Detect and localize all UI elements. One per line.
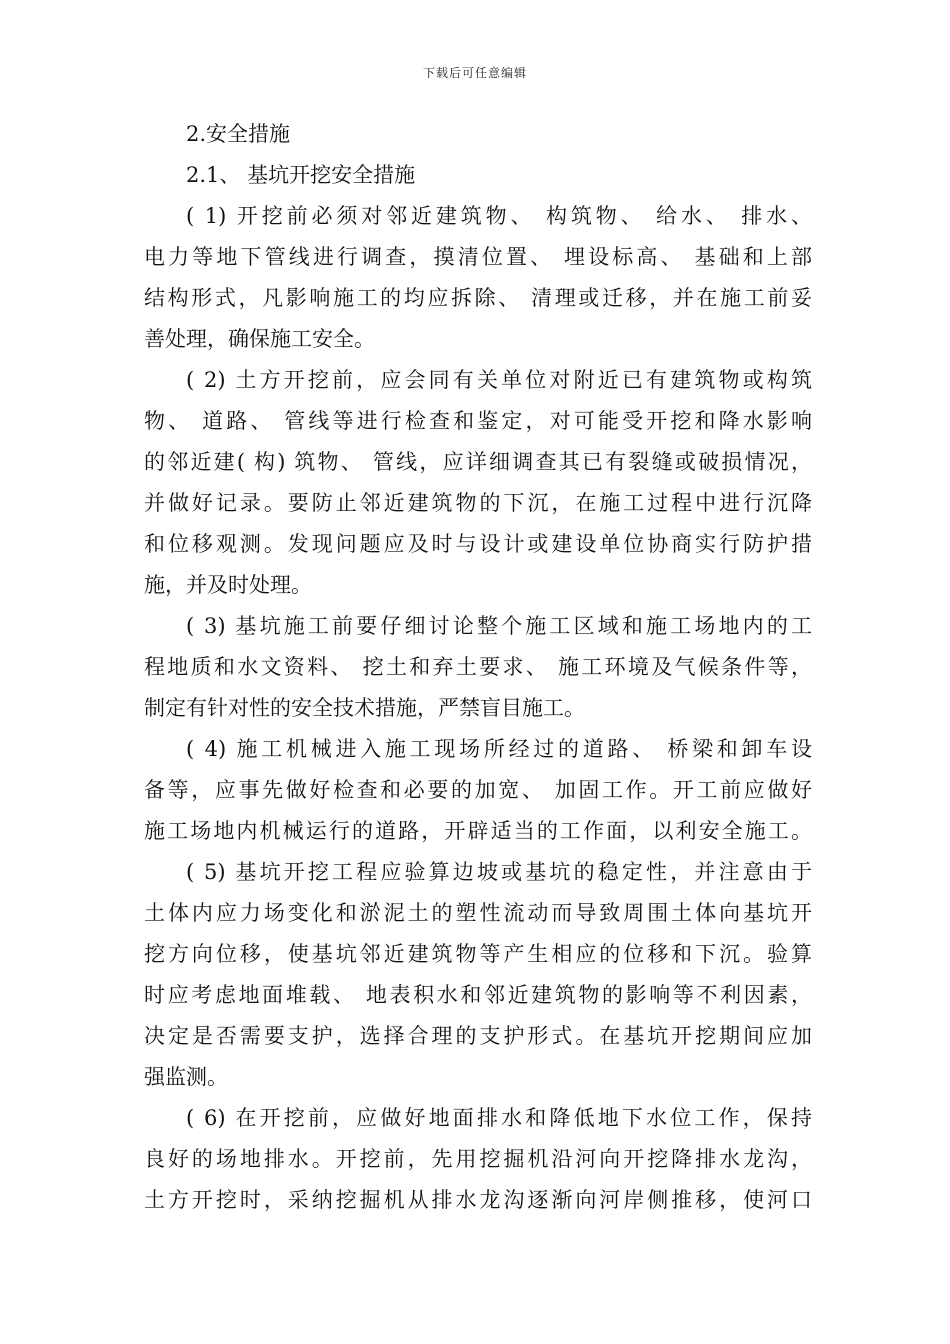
text-line: 并做好记录。要防止邻近建筑物的下沉，在施工过程中进行沉降 bbox=[144, 491, 812, 515]
text-line: ( 6) 在开挖前，应做好地面排水和降低地下水位工作，保持 bbox=[186, 1106, 812, 1130]
text-line: 电力等地下管线进行调查，摸清位置、 埋设标高、 基础和上部 bbox=[144, 245, 812, 269]
text-line: 和位移观测。发现问题应及时与设计或建设单位协商实行防护措 bbox=[144, 532, 812, 556]
text-line: 善处理，确保施工安全。 bbox=[144, 327, 375, 351]
text-line: 制定有针对性的安全技术措施，严禁盲目施工。 bbox=[144, 696, 585, 720]
text-line: 的邻近建( 构) 筑物、 管线，应详细调查其已有裂缝或破损情况， bbox=[144, 450, 812, 474]
page-header: 下载后可任意编辑 bbox=[422, 66, 527, 80]
text-line: 决定是否需要支护，选择合理的支护形式。在基坑开挖期间应加 bbox=[144, 1024, 812, 1048]
text-line: 施，并及时处理。 bbox=[144, 573, 312, 597]
text-line: 强监测。 bbox=[144, 1065, 228, 1089]
text-line: 物、 道路、 管线等进行检查和鉴定，对可能受开挖和降水影响 bbox=[144, 409, 812, 433]
text-line: 土方开挖时，采纳挖掘机从排水龙沟逐渐向河岸侧推移，使河口 bbox=[144, 1188, 812, 1212]
text-line: 挖方向位移，使基坑邻近建筑物等产生相应的位移和下沉。验算 bbox=[144, 942, 812, 966]
text-line: 备等，应事先做好检查和必要的加宽、 加固工作。开工前应做好 bbox=[144, 778, 812, 802]
text-line: 2.1、 基坑开挖安全措施 bbox=[186, 163, 416, 187]
text-line: ( 4) 施工机械进入施工现场所经过的道路、 桥梁和卸车设 bbox=[186, 737, 812, 761]
text-line: 时应考虑地面堆载、 地表积水和邻近建筑物的影响等不利因素， bbox=[144, 983, 812, 1007]
text-line: ( 1) 开挖前必须对邻近建筑物、 构筑物、 给水、 排水、 bbox=[186, 204, 812, 228]
document-body bbox=[144, 114, 812, 1221]
text-line: 良好的场地排水。开挖前，先用挖掘机沿河向开挖降排水龙沟， bbox=[144, 1147, 812, 1171]
text-line: 2.安全措施 bbox=[186, 122, 291, 146]
text-line: 施工场地内机械运行的道路，开辟适当的工作面，以利安全施工。 bbox=[144, 819, 812, 843]
text-line: ( 5) 基坑开挖工程应验算边坡或基坑的稳定性，并注意由于 bbox=[186, 860, 812, 884]
text-line: 程地质和水文资料、 挖土和弃土要求、 施工环境及气候条件等， bbox=[144, 655, 812, 679]
text-line: ( 3) 基坑施工前要仔细讨论整个施工区域和施工场地内的工 bbox=[186, 614, 812, 638]
text-line: 结构形式，凡影响施工的均应拆除、 清理或迁移，并在施工前妥 bbox=[144, 286, 812, 310]
text-line: ( 2) 土方开挖前，应会同有关单位对附近已有建筑物或构筑 bbox=[186, 368, 812, 392]
text-line: 土体内应力场变化和淤泥土的塑性流动而导致周围土体向基坑开 bbox=[144, 901, 812, 925]
